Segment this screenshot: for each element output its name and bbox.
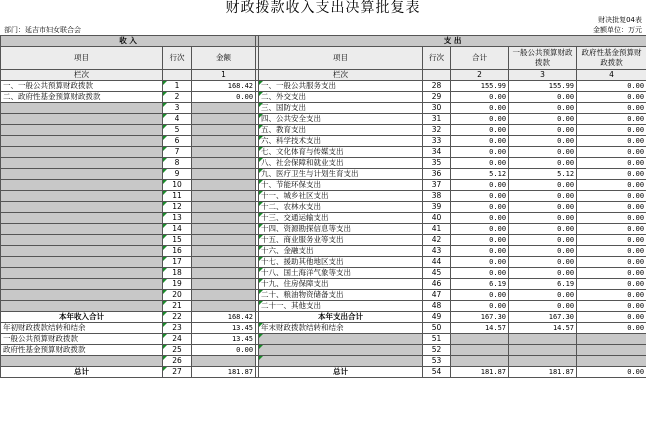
expense-fund: 0.00 (577, 114, 646, 125)
expense-general: 0.00 (509, 202, 577, 213)
expense-item: 十九、住房保障支出 (259, 279, 423, 290)
income-header: 收 入 (1, 36, 256, 47)
table-row (1, 158, 646, 169)
income-amount: 168.42 (192, 312, 256, 323)
budget-table (0, 35, 646, 378)
table-row (1, 367, 646, 378)
expense-general (509, 356, 577, 367)
expense-fund: 0.00 (577, 158, 646, 169)
income-amount (192, 268, 256, 279)
index-col-1: 1 (192, 70, 256, 81)
expense-total: 0.00 (451, 125, 509, 136)
income-amount (192, 290, 256, 301)
income-item: 总计 (1, 367, 163, 378)
expense-total: 0.00 (451, 246, 509, 257)
expense-row-no: 53 (423, 356, 451, 367)
income-row-no: 21 (163, 301, 192, 312)
expense-row-no: 32 (423, 125, 451, 136)
expense-general: 14.57 (509, 323, 577, 334)
income-item (1, 180, 163, 191)
expense-general: 0.00 (509, 301, 577, 312)
expense-fund: 0.00 (577, 103, 646, 114)
col-fund: 政府性基金预算财政拨款 (577, 47, 646, 70)
income-item (1, 279, 163, 290)
income-row-no: 9 (163, 169, 192, 180)
table-row (1, 246, 646, 257)
income-item: 一般公共预算财政拨款 (1, 334, 163, 345)
department-label: 部门：延吉市妇女联合会 (4, 26, 81, 34)
income-item (1, 268, 163, 279)
col-total: 合计 (451, 47, 509, 70)
expense-fund: 0.00 (577, 213, 646, 224)
table-row (1, 136, 646, 147)
expense-fund: 0.00 (577, 147, 646, 158)
expense-fund (577, 356, 646, 367)
expense-item: 年末财政拨款结转和结余 (259, 323, 423, 334)
income-amount: 168.42 (192, 81, 256, 92)
expense-general: 0.00 (509, 103, 577, 114)
expense-fund: 0.00 (577, 169, 646, 180)
income-item (1, 356, 163, 367)
income-row-no: 2 (163, 92, 192, 103)
expense-item: 总计 (259, 367, 423, 378)
table-row (1, 125, 646, 136)
expense-total: 155.99 (451, 81, 509, 92)
expense-row-no: 46 (423, 279, 451, 290)
expense-row-no: 30 (423, 103, 451, 114)
income-row-no: 4 (163, 114, 192, 125)
income-row-no: 11 (163, 191, 192, 202)
expense-item: 二十一、其他支出 (259, 301, 423, 312)
expense-row-no: 38 (423, 191, 451, 202)
table-row (1, 114, 646, 125)
expense-fund: 0.00 (577, 367, 646, 378)
expense-item: 十四、资源勘探信息等支出 (259, 224, 423, 235)
table-row (1, 92, 646, 103)
expense-row-no: 35 (423, 158, 451, 169)
expense-general: 0.00 (509, 125, 577, 136)
expense-row-no: 47 (423, 290, 451, 301)
income-item (1, 235, 163, 246)
income-amount (192, 169, 256, 180)
income-amount (192, 136, 256, 147)
expense-item: 二十、粮油物资储备支出 (259, 290, 423, 301)
income-amount (192, 114, 256, 125)
index-label-right: 栏次 (259, 70, 423, 81)
table-row (1, 356, 646, 367)
expense-fund: 0.00 (577, 246, 646, 257)
income-amount (192, 191, 256, 202)
table-row (1, 224, 646, 235)
table-row (1, 345, 646, 356)
income-row-no: 27 (163, 367, 192, 378)
expense-total: 181.87 (451, 367, 509, 378)
expense-total (451, 356, 509, 367)
col-row-no: 行次 (163, 47, 192, 70)
income-row-no: 18 (163, 268, 192, 279)
index-label-left: 栏次 (1, 70, 163, 81)
income-item (1, 224, 163, 235)
expense-header: 支 出 (259, 36, 646, 47)
expense-fund: 0.00 (577, 224, 646, 235)
table-row (1, 213, 646, 224)
income-row-no: 13 (163, 213, 192, 224)
income-row-no: 20 (163, 290, 192, 301)
income-amount (192, 356, 256, 367)
expense-general (509, 345, 577, 356)
expense-total: 14.57 (451, 323, 509, 334)
expense-fund: 0.00 (577, 301, 646, 312)
expense-fund: 0.00 (577, 81, 646, 92)
expense-fund: 0.00 (577, 257, 646, 268)
report-title: 财政拨款收入支出决算批复表 (225, 0, 421, 16)
income-amount (192, 158, 256, 169)
income-row-no: 3 (163, 103, 192, 114)
form-code: 财决批复04表 (598, 16, 642, 24)
table-row (1, 312, 646, 323)
expense-general: 0.00 (509, 180, 577, 191)
income-amount (192, 213, 256, 224)
income-row-no: 22 (163, 312, 192, 323)
expense-total: 6.19 (451, 279, 509, 290)
expense-item (259, 356, 423, 367)
expense-item: 六、科学技术支出 (259, 136, 423, 147)
expense-item: 八、社会保障和就业支出 (259, 158, 423, 169)
income-row-no: 5 (163, 125, 192, 136)
expense-row-no: 44 (423, 257, 451, 268)
income-row-no: 26 (163, 356, 192, 367)
expense-total: 0.00 (451, 257, 509, 268)
income-row-no: 6 (163, 136, 192, 147)
expense-general: 0.00 (509, 191, 577, 202)
expense-fund: 0.00 (577, 312, 646, 323)
income-item: 一、一般公共预算财政拨款 (1, 81, 163, 92)
expense-total: 0.00 (451, 147, 509, 158)
income-amount (192, 257, 256, 268)
expense-fund: 0.00 (577, 323, 646, 334)
expense-general: 0.00 (509, 114, 577, 125)
income-item (1, 169, 163, 180)
income-row-no: 25 (163, 345, 192, 356)
table-row (1, 147, 646, 158)
expense-item: 四、公共安全支出 (259, 114, 423, 125)
expense-item (259, 345, 423, 356)
expense-total: 0.00 (451, 136, 509, 147)
income-row-no: 12 (163, 202, 192, 213)
income-amount (192, 202, 256, 213)
expense-total: 0.00 (451, 114, 509, 125)
table-row (1, 202, 646, 213)
expense-general: 0.00 (509, 246, 577, 257)
expense-item: 本年支出合计 (259, 312, 423, 323)
expense-item: 十、节能环保支出 (259, 180, 423, 191)
expense-fund: 0.00 (577, 136, 646, 147)
expense-general: 6.19 (509, 279, 577, 290)
income-item (1, 202, 163, 213)
expense-row-no: 42 (423, 235, 451, 246)
col-general: 一般公共预算财政拨款 (509, 47, 577, 70)
expense-fund: 0.00 (577, 202, 646, 213)
income-item (1, 136, 163, 147)
income-amount: 0.00 (192, 345, 256, 356)
income-item (1, 257, 163, 268)
expense-general: 167.30 (509, 312, 577, 323)
expense-total: 0.00 (451, 290, 509, 301)
income-item (1, 301, 163, 312)
table-row (1, 334, 646, 345)
income-item (1, 246, 163, 257)
expense-row-no: 33 (423, 136, 451, 147)
expense-fund (577, 334, 646, 345)
income-item (1, 213, 163, 224)
expense-row-no: 52 (423, 345, 451, 356)
expense-general: 155.99 (509, 81, 577, 92)
expense-general: 5.12 (509, 169, 577, 180)
expense-row-no: 40 (423, 213, 451, 224)
income-amount (192, 224, 256, 235)
income-item: 年初财政拨款结转和结余 (1, 323, 163, 334)
income-amount (192, 246, 256, 257)
income-row-no: 8 (163, 158, 192, 169)
income-row-no: 17 (163, 257, 192, 268)
income-item: 政府性基金预算财政拨款 (1, 345, 163, 356)
expense-item: 二、外交支出 (259, 92, 423, 103)
expense-item: 十一、城乡社区支出 (259, 191, 423, 202)
expense-total: 0.00 (451, 103, 509, 114)
expense-total: 5.12 (451, 169, 509, 180)
expense-fund: 0.00 (577, 235, 646, 246)
income-amount: 181.87 (192, 367, 256, 378)
expense-total: 167.30 (451, 312, 509, 323)
expense-row-no: 34 (423, 147, 451, 158)
expense-total: 0.00 (451, 213, 509, 224)
income-item (1, 147, 163, 158)
expense-fund: 0.00 (577, 92, 646, 103)
table-row (1, 301, 646, 312)
expense-item: 三、国防支出 (259, 103, 423, 114)
expense-row-no: 50 (423, 323, 451, 334)
table-row (1, 323, 646, 334)
expense-total: 0.00 (451, 180, 509, 191)
expense-general: 181.87 (509, 367, 577, 378)
income-amount: 0.00 (192, 92, 256, 103)
expense-item (259, 334, 423, 345)
expense-item: 十二、农林水支出 (259, 202, 423, 213)
income-row-no: 10 (163, 180, 192, 191)
income-amount: 13.45 (192, 334, 256, 345)
expense-fund: 0.00 (577, 268, 646, 279)
expense-row-no: 29 (423, 92, 451, 103)
expense-item: 十五、商业服务业等支出 (259, 235, 423, 246)
income-amount: 13.45 (192, 323, 256, 334)
income-row-no: 16 (163, 246, 192, 257)
expense-row-no: 43 (423, 246, 451, 257)
expense-fund: 0.00 (577, 290, 646, 301)
income-item (1, 114, 163, 125)
expense-fund (577, 345, 646, 356)
income-item (1, 158, 163, 169)
expense-item: 五、教育支出 (259, 125, 423, 136)
expense-total: 0.00 (451, 224, 509, 235)
expense-item: 七、文化体育与传媒支出 (259, 147, 423, 158)
index-col-4: 4 (577, 70, 646, 81)
col-amount: 金额 (192, 47, 256, 70)
income-row-no: 24 (163, 334, 192, 345)
expense-row-no: 36 (423, 169, 451, 180)
income-row-no: 14 (163, 224, 192, 235)
expense-total (451, 345, 509, 356)
expense-total: 0.00 (451, 301, 509, 312)
expense-total: 0.00 (451, 235, 509, 246)
expense-item: 十三、交通运输支出 (259, 213, 423, 224)
income-row-no: 7 (163, 147, 192, 158)
table-row (1, 180, 646, 191)
income-amount (192, 147, 256, 158)
expense-total: 0.00 (451, 268, 509, 279)
expense-row-no: 28 (423, 81, 451, 92)
expense-fund: 0.00 (577, 191, 646, 202)
expense-row-no: 54 (423, 367, 451, 378)
table-row (1, 191, 646, 202)
expense-general: 0.00 (509, 158, 577, 169)
income-amount (192, 279, 256, 290)
income-amount (192, 301, 256, 312)
income-item (1, 125, 163, 136)
expense-row-no: 41 (423, 224, 451, 235)
expense-general: 0.00 (509, 92, 577, 103)
income-item: 二、政府性基金预算财政拨款 (1, 92, 163, 103)
income-item (1, 103, 163, 114)
expense-row-no: 31 (423, 114, 451, 125)
expense-item: 一、一般公共服务支出 (259, 81, 423, 92)
expense-general: 0.00 (509, 290, 577, 301)
expense-item: 九、医疗卫生与计划生育支出 (259, 169, 423, 180)
expense-general: 0.00 (509, 136, 577, 147)
expense-fund: 0.00 (577, 180, 646, 191)
expense-general: 0.00 (509, 268, 577, 279)
expense-row-no: 49 (423, 312, 451, 323)
col-item: 项目 (1, 47, 163, 70)
income-row-no: 15 (163, 235, 192, 246)
table-row (1, 257, 646, 268)
index-col-3: 3 (509, 70, 577, 81)
income-item: 本年收入合计 (1, 312, 163, 323)
income-amount (192, 180, 256, 191)
expense-general: 0.00 (509, 257, 577, 268)
unit-label: 金额单位：万元 (593, 26, 642, 34)
table-row (1, 268, 646, 279)
expense-total (451, 334, 509, 345)
table-row (1, 103, 646, 114)
table-row (1, 81, 646, 92)
expense-item: 十七、援助其他地区支出 (259, 257, 423, 268)
table-row (1, 279, 646, 290)
expense-row-no: 37 (423, 180, 451, 191)
expense-total: 0.00 (451, 92, 509, 103)
income-item (1, 191, 163, 202)
expense-item: 十六、金融支出 (259, 246, 423, 257)
expense-total: 0.00 (451, 202, 509, 213)
income-row-no: 23 (163, 323, 192, 334)
expense-fund: 0.00 (577, 125, 646, 136)
income-row-no: 19 (163, 279, 192, 290)
expense-general (509, 334, 577, 345)
expense-fund: 0.00 (577, 279, 646, 290)
expense-row-no: 39 (423, 202, 451, 213)
expense-general: 0.00 (509, 213, 577, 224)
expense-row-no: 51 (423, 334, 451, 345)
col-item-expense: 项目 (259, 47, 423, 70)
expense-total: 0.00 (451, 158, 509, 169)
income-row-no: 1 (163, 81, 192, 92)
table-row (1, 235, 646, 246)
expense-general: 0.00 (509, 235, 577, 246)
col-row-no-expense: 行次 (423, 47, 451, 70)
expense-general: 0.00 (509, 147, 577, 158)
income-item (1, 290, 163, 301)
income-amount (192, 125, 256, 136)
table-row (1, 169, 646, 180)
expense-row-no: 48 (423, 301, 451, 312)
expense-general: 0.00 (509, 224, 577, 235)
expense-total: 0.00 (451, 191, 509, 202)
table-row (1, 290, 646, 301)
index-col-2: 2 (451, 70, 509, 81)
expense-item: 十八、国土海洋气象等支出 (259, 268, 423, 279)
income-amount (192, 235, 256, 246)
expense-row-no: 45 (423, 268, 451, 279)
income-amount (192, 103, 256, 114)
